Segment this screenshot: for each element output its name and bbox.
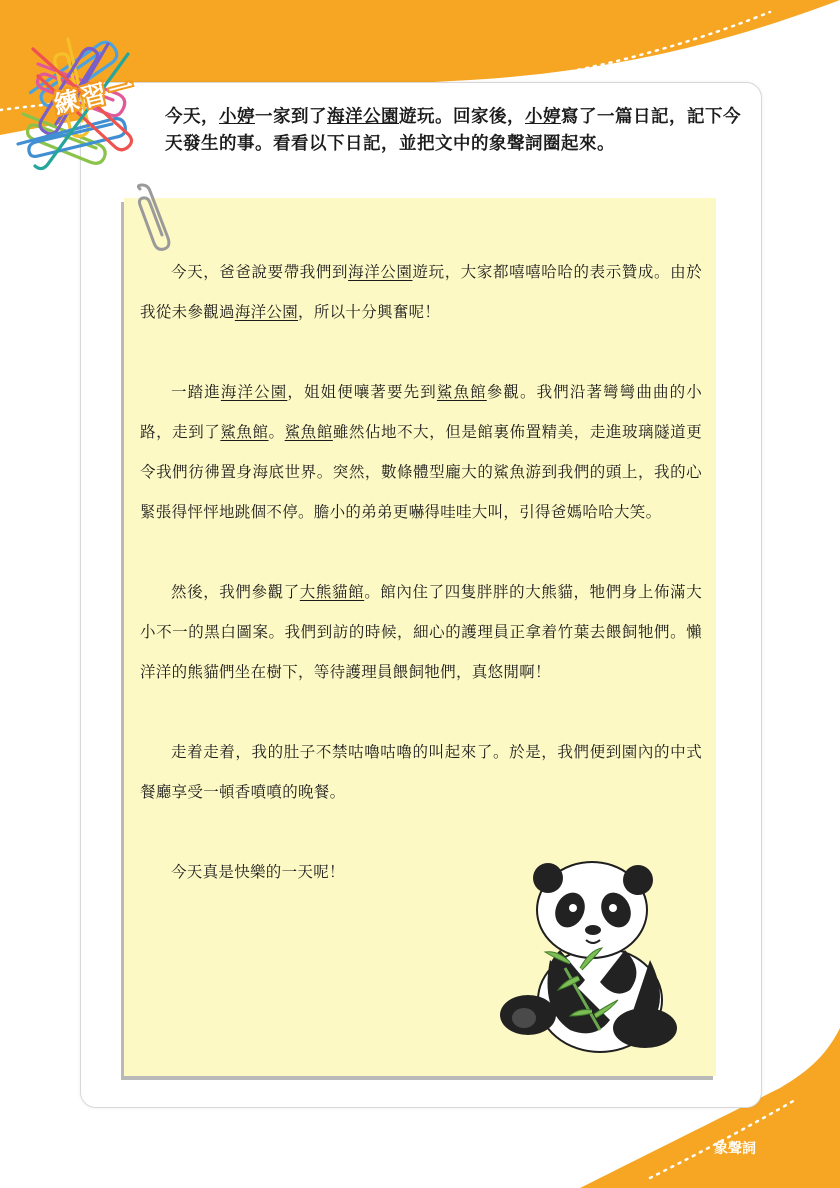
- text-run: ，所以十分興奮呢！: [298, 303, 441, 321]
- text-run: ，姐姐便嚷著要先到: [287, 383, 437, 401]
- diary-text: [140, 252, 702, 932]
- panda-illustration: [500, 850, 685, 1060]
- paper-clip-icon: [128, 183, 178, 253]
- diary-paragraph: [140, 732, 702, 812]
- diary-paragraph: [140, 572, 702, 692]
- proper-noun: 鯊魚館: [220, 423, 269, 441]
- text-run: 遊玩，大家都嘻嘻哈哈的表示贊成。由於我從未參觀過: [140, 263, 702, 321]
- diary-paragraph: [140, 252, 702, 332]
- proper-noun: 小婷: [525, 107, 561, 127]
- proper-noun: 海洋公園: [327, 107, 399, 127]
- text-run: 參觀。我們沿著彎彎曲曲的小路，走到了: [140, 383, 703, 441]
- text-run: 遊玩。回家後，: [399, 107, 525, 127]
- text-run: 一踏進: [171, 383, 221, 401]
- text-run: 然後，我們參觀了: [171, 583, 300, 601]
- topic-tag: 象聲詞: [714, 1141, 756, 1157]
- text-run: 今天真是快樂的一天呢！: [171, 863, 345, 881]
- text-run: 雖然佔地不大，但是館裏佈置精美，走進玻璃隧道更令我們彷彿置身海底世界。突然，數條體型龐大的鯊魚游到我們的頭上，我的心緊張得怦怦地跳個不停。膽小的弟弟更嚇得哇哇大叫，引得爸媽哈哈大笑。: [140, 423, 703, 521]
- proper-noun: 鯊魚館: [284, 423, 333, 441]
- proper-noun: 海洋公園: [348, 263, 413, 281]
- instruction-paragraph: [165, 104, 755, 158]
- proper-noun: 海洋公園: [220, 383, 288, 401]
- proper-noun: 海洋公園: [234, 303, 299, 321]
- text-run: 一家到了: [255, 107, 327, 127]
- exercise-badge-label: 練習一: [51, 71, 140, 120]
- diary-paragraph: [140, 372, 702, 532]
- text-run: 寫了一篇日記，記下今天發生的事。看看以下日記，並把文中的象聲詞圈起來。: [165, 107, 741, 154]
- proper-noun: 大熊貓館: [299, 583, 365, 601]
- text-run: 今天，: [165, 107, 219, 127]
- text-run: 。: [268, 423, 285, 441]
- proper-noun: 鯊魚館: [436, 383, 487, 401]
- text-run: 今天，爸爸說要帶我們到: [171, 263, 349, 281]
- proper-noun: 小婷: [219, 107, 255, 127]
- instruction-text: [165, 104, 755, 158]
- text-run: 。館內住了四隻胖胖的大熊貓，牠們身上佈滿大小不一的黑白圖案。我們到訪的時候，細心的護理員正拿着竹葉去餵飼牠們。懶洋洋的熊貓們坐在樹下，等待護理員餵飼牠們，真悠閒啊！: [140, 583, 702, 681]
- text-run: 走着走着，我的肚子不禁咕嚕咕嚕的叫起來了。於是，我們便到園內的中式餐廳享受一頓香噴噴的晚餐。: [140, 743, 702, 801]
